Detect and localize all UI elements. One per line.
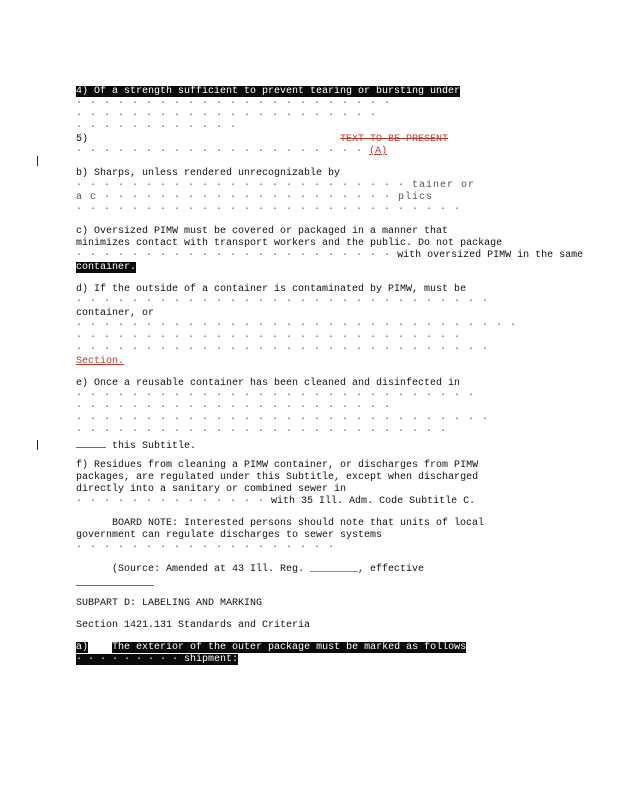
faded-text: · · · · · · · · · · · · · · · · · · · · · · · · · · · · · ·: [76, 296, 490, 307]
paragraph-c-line: [76, 262, 506, 274]
faded-text: · · · · · · · · · · · · · · · · · · · · · · · · tainer or: [76, 180, 476, 191]
faded-text: · · · · · · · · · · · · · · · · · · · · · · ·: [76, 98, 392, 109]
paragraph-e-line: [76, 438, 506, 450]
text: with oversized PIMW in the same: [397, 250, 584, 261]
faded-text: · · · · · · · · · · · · · · · · · · · · · · ·: [76, 250, 392, 261]
faded-text: · · · · · · · · · · · · · · · · · · · · · · · · · · · · · · · ·: [76, 320, 518, 331]
board-note: BOARD NOTE: Interested persons should note that units of local: [112, 518, 485, 529]
change-bar: [37, 440, 38, 450]
paragraph-f-line: directly into a sanitary or combined sewer in: [76, 484, 347, 495]
faded-text: · · · · · · · · · · · · · · · · · · · · · · · · · · · ·: [76, 332, 462, 343]
change-bar: [37, 156, 38, 166]
faded-text: · · · · · · · · · · · · · · · · · · · · · · · · · · · · · ·: [76, 344, 490, 355]
paragraph-b: b) Sharps, unless rendered unrecognizable by: [76, 168, 341, 179]
faded-text: · · · · · · · · · · · · · · · · · · · · · ·: [76, 110, 378, 121]
highlighted-text: container.: [76, 262, 137, 273]
text: this Subtitle.: [112, 441, 197, 452]
paragraph-c: c) Oversized PIMW must be covered or packaged in a manner that: [76, 226, 449, 237]
paragraph-e: e) Once a reusable container has been cleaned and disinfected in: [76, 378, 461, 389]
paragraph-a-line: [76, 654, 506, 666]
board-note-line: government can regulate discharges to sewer systems: [76, 530, 383, 541]
faded-text: · · · · · · · · · · · · · · · · · · · · · · · · · · · · · ·: [76, 414, 490, 425]
paragraph-c-line: minimizes contact with transport workers and the public. Do not package: [76, 238, 503, 249]
paragraph-c-line: [76, 250, 584, 262]
paragraph-d: d) If the outside of a container is contaminated by PIMW, must be: [76, 284, 467, 295]
document-body: [76, 86, 584, 666]
highlighted-text: 4) Of a strength sufficient to prevent tearing or bursting under: [76, 86, 461, 97]
item-label: 5): [76, 134, 89, 145]
subpart-heading: SUBPART D: LABELING AND MARKING: [76, 598, 263, 609]
faded-text: · · · · · · · · · · · · · · · · · · ·: [76, 542, 336, 553]
blank-line: [76, 576, 154, 586]
paragraph-f: f) Residues from cleaning a PIMW container, or discharges from PIMW: [76, 460, 479, 471]
paragraph-f-line: packages, are regulated under this Subtitle, except when discharged: [76, 472, 479, 483]
paragraph-4: [76, 86, 506, 98]
paragraph-5: [76, 134, 506, 146]
paragraph-f-line: · · · · · · · · · · · · · · with 35 Ill. Adm. Code Subtitle C.: [76, 496, 476, 507]
paragraph-5-cont: [76, 146, 506, 158]
section-heading: Section 1421.131 Standards and Criteria: [76, 620, 311, 631]
faded-text: · · · · · · · · · · · · · · · · · · · · · · · · · · · · ·: [76, 390, 476, 401]
struck-text: TEXT TO BE PRESENT: [340, 134, 449, 145]
faded-text: · · · · · · · · · · · · · · · · · · · · · · · · · · ·: [76, 426, 448, 437]
faded-text: · · · · · · · · · · · · · · · · · · · · · · · · · · · ·: [76, 204, 462, 215]
source-note-line: [76, 576, 506, 588]
highlighted-text: · · · · · · · · · shipment:: [76, 654, 239, 665]
blank-line: [76, 438, 106, 448]
faded-text: · · · · · · · · · · · ·: [76, 122, 238, 133]
faded-text: a c · · · · · · · · · · · · · · · · · · · · · plics: [76, 192, 434, 203]
paragraph-d-line: [76, 356, 506, 368]
text: with 35 Ill. Adm. Code Subtitle C.: [271, 496, 476, 507]
source-note: (Source: Amended at 43 Ill. Reg. ________, effective: [112, 564, 425, 575]
inserted-text: (A): [369, 146, 388, 157]
faded-text: · · · · · · · · · · · · · · · · · · · · · · ·: [76, 402, 392, 413]
highlighted-text: The exterior of the outer package must be marked as follows: [112, 642, 467, 653]
faded-text: · · · · · · · · · · · · · · · · · · · · ·: [76, 146, 364, 157]
paragraph-a: [76, 642, 506, 654]
inserted-text: Section.: [76, 356, 125, 367]
paragraph-d-line: container, or: [76, 308, 155, 319]
item-label: a): [76, 642, 89, 653]
